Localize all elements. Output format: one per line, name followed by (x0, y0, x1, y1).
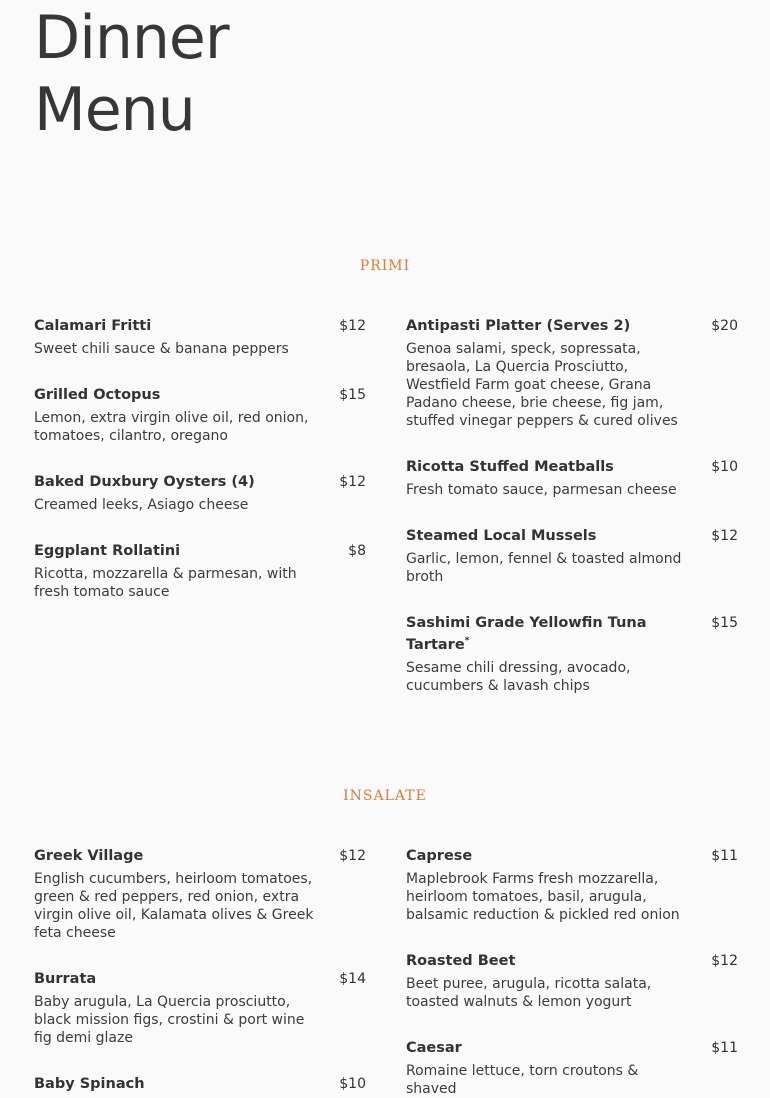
menu-item (406, 458, 738, 499)
item-description: Fresh tomato sauce, parmesan cheese (406, 482, 677, 498)
item-description: Genoa salami, speck, sopressata, bresaola, La Quercia Prosciutto, Westfield Farm goat cheese, Grana Padano cheese, brie cheese, fig jam, stuffed vinegar peppers & cured olives (406, 341, 678, 429)
item-name-text: Sashimi Grade Yellowfin Tuna Tartare (406, 615, 647, 653)
item-description: Ricotta, mozzarella & parmesan, with fresh tomato sauce (34, 566, 297, 600)
item-price: $11 (711, 848, 738, 864)
item-name: Steamed Local Mussels (406, 528, 597, 544)
menu-item (406, 614, 738, 695)
item-price: $8 (348, 543, 366, 559)
item-name: Eggplant Rollatini (34, 543, 181, 559)
item-name (406, 614, 676, 654)
item-name: Calamari Fritti (34, 318, 152, 334)
item-description: Sweet chili sauce & banana peppers (34, 341, 289, 357)
item-price: $12 (339, 848, 366, 864)
item-name: Baby Spinach (34, 1076, 145, 1092)
item-name: Antipasti Platter (Serves 2) (406, 318, 631, 334)
item-name: Caprese (406, 848, 473, 864)
item-price: $11 (711, 1040, 738, 1056)
item-name: Baked Duxbury Oysters (4) (34, 474, 255, 490)
menu-item (34, 847, 366, 942)
item-name: Greek Village (34, 848, 144, 864)
item-price: $10 (711, 459, 738, 475)
item-description: Sesame chili dressing, avocado, cucumbers & lavash chips (406, 659, 631, 694)
title-line-2: Menu (34, 75, 195, 145)
section-title-insalate: INSALATE (343, 788, 427, 804)
item-description: Maplebrook Farms fresh mozzarella, heirloom tomatoes, basil, arugula, balsamic reduction & pickled red onion (406, 871, 680, 923)
menu-item (34, 542, 366, 601)
item-price: $15 (339, 387, 366, 403)
item-name: Caesar (406, 1040, 462, 1056)
item-description: Garlic, lemon, fennel & toasted almond broth (406, 551, 682, 585)
page-title (34, 2, 229, 146)
menu-item (34, 317, 366, 358)
item-name: Ricotta Stuffed Meatballs (406, 459, 614, 475)
item-price: $20 (711, 318, 738, 334)
menu-item (34, 970, 366, 1047)
menu-item (34, 1075, 366, 1093)
item-price: $10 (339, 1076, 366, 1092)
item-price: $12 (711, 528, 738, 544)
item-description: Creamed leeks, Asiago cheese (34, 497, 249, 513)
section-title-primi: PRIMI (359, 258, 411, 274)
menu-item (34, 386, 366, 445)
menu-item (406, 527, 738, 586)
item-name: Burrata (34, 971, 97, 987)
menu-item (34, 473, 366, 514)
item-description: Baby arugula, La Quercia prosciutto, black mission figs, crostini & port wine fig demi glaze (34, 994, 305, 1046)
item-description: Beet puree, arugula, ricotta salata, toasted walnuts & lemon yogurt (406, 976, 652, 1010)
item-description: Lemon, extra virgin olive oil, red onion, tomatoes, cilantro, oregano (34, 410, 309, 444)
item-price: $12 (339, 474, 366, 490)
item-name: Grilled Octopus (34, 387, 161, 403)
item-price: $14 (339, 971, 366, 987)
menu-item (406, 1039, 738, 1098)
item-name: Roasted Beet (406, 953, 516, 969)
menu-item (406, 952, 738, 1011)
title-line-1: Dinner (34, 3, 229, 73)
item-description: English cucumbers, heirloom tomatoes, green & red peppers, red onion, extra virgin olive oil, Kalamata olives & Greek feta cheese (34, 871, 314, 941)
asterisk-mark: * (464, 636, 470, 646)
menu-item (406, 317, 738, 430)
item-price: $12 (339, 318, 366, 334)
item-description: Romaine lettuce, torn croutons & shaved (406, 1063, 639, 1097)
menu-item (406, 847, 738, 924)
item-price: $15 (711, 615, 738, 631)
item-price: $12 (711, 953, 738, 969)
